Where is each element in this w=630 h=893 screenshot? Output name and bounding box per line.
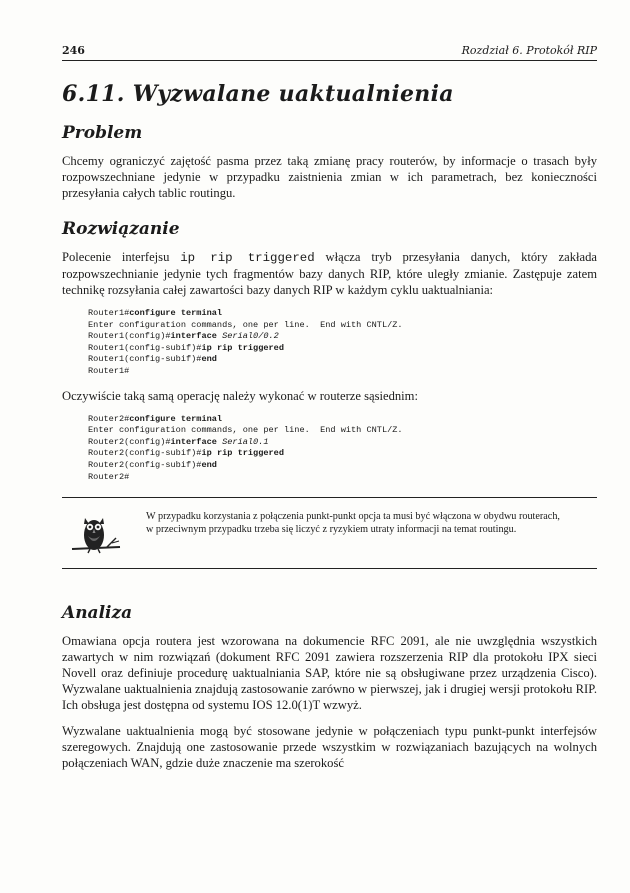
- analysis-paragraph-1: Omawiana opcja routera jest wzorowana na dokumencie RFC 2091, ale nie uwzględnia wszystkich zawartych w nim rozwiązań (dokument RFC 2091 zawiera rozszerzenia RIP dla protokołu IPX sieci Novell oraz definiuje procedurę uaktualniania SAP, które nie są obsługiwane przez urządzenia Cisco). Wyzwalane uaktualnienia znajdują zastosowanie zarówno w pierwszej, jak i drugiej wersji protokołu RIP. Ich obsługa jest dostępna od systemu IOS 12.0(1)T wzwyż.: [62, 634, 597, 713]
- chapter-title: Rozdział 6. Protokół RIP: [461, 44, 597, 57]
- code-line: Router1(config-subif)#end: [88, 354, 217, 365]
- running-header: [62, 44, 597, 61]
- problem-heading: Problem: [62, 123, 143, 143]
- note-box: [62, 497, 597, 569]
- code-line: Enter configuration commands, one per line. End with CNTL/Z.: [88, 319, 403, 330]
- code-line: Router2(config-subif)#ip rip triggered: [88, 448, 284, 459]
- solution-heading: Rozwiązanie: [62, 219, 180, 239]
- code-line: Router1#: [88, 365, 130, 376]
- note-text: W przypadku korzystania z połączenia punkt-punkt opcja ta musi być włączona w obydwu routerach, w przeciwnym przypadku trzeba się liczyć z ryzykiem utraty informacji na temat routingu.: [146, 511, 560, 536]
- code-line: Router1(config-subif)#ip rip triggered: [88, 342, 284, 353]
- analysis-paragraph-2: Wyzwalane uaktualnienia mogą być stosowane jedynie w połączeniach typu punkt-punkt interfejsów szeregowych. Znajdują one zastosowanie przede wszystkim w rozwiązaniach bazujących na wolnych połączeniach WAN, gdzie duże znaczenie ma szerokość: [62, 724, 597, 771]
- code-line: Router1(config)#interface Serial0/0.2: [88, 331, 279, 342]
- code-line: Router2#: [88, 471, 130, 482]
- solution-intro: [62, 249, 597, 298]
- page-number: 246: [62, 44, 85, 57]
- code-line: Router1#configure terminal: [88, 308, 223, 318]
- solution-intro-after: włącza tryb przesyłania danych, który zakłada rozpowszechnianie jedynie tych fragmentów bazy danych RIP, które uległy zmianie. Zastępuje zatem technikę rozsyłania całej zawartości bazy danych RIP w każdym cyklu uaktualniania:: [62, 250, 597, 297]
- owl-icon: [70, 508, 122, 556]
- solution-middle-text: Oczywiście taką samą operację należy wykonać w routerze sąsiednim:: [62, 388, 418, 403]
- code-block-router2: [88, 414, 597, 484]
- code-line: Enter configuration commands, one per line. End with CNTL/Z.: [88, 425, 403, 436]
- analysis-heading: Analiza: [62, 603, 133, 624]
- code-line: Router2(config)#interface Serial0.1: [88, 436, 269, 447]
- solution-intro-before: Polecenie interfejsu: [62, 250, 181, 264]
- section-title: 6.11. Wyzwalane uaktualnienia: [62, 81, 454, 107]
- code-line: Router2#configure terminal: [88, 413, 223, 424]
- solution-intro-command: ip rip triggered: [180, 251, 315, 265]
- code-block-router1: [88, 308, 597, 378]
- page: [62, 44, 597, 771]
- code-line: Router2(config-subif)#end: [88, 459, 217, 470]
- problem-text: Chcemy ograniczyć zajętość pasma przez taką zmianę pracy routerów, by informacje o trasach były rozpowszechniane jedynie w przypadku zaistnienia zmian w ich parametrach, bez konieczności przesyłania całych tablic routingu.: [62, 154, 597, 200]
